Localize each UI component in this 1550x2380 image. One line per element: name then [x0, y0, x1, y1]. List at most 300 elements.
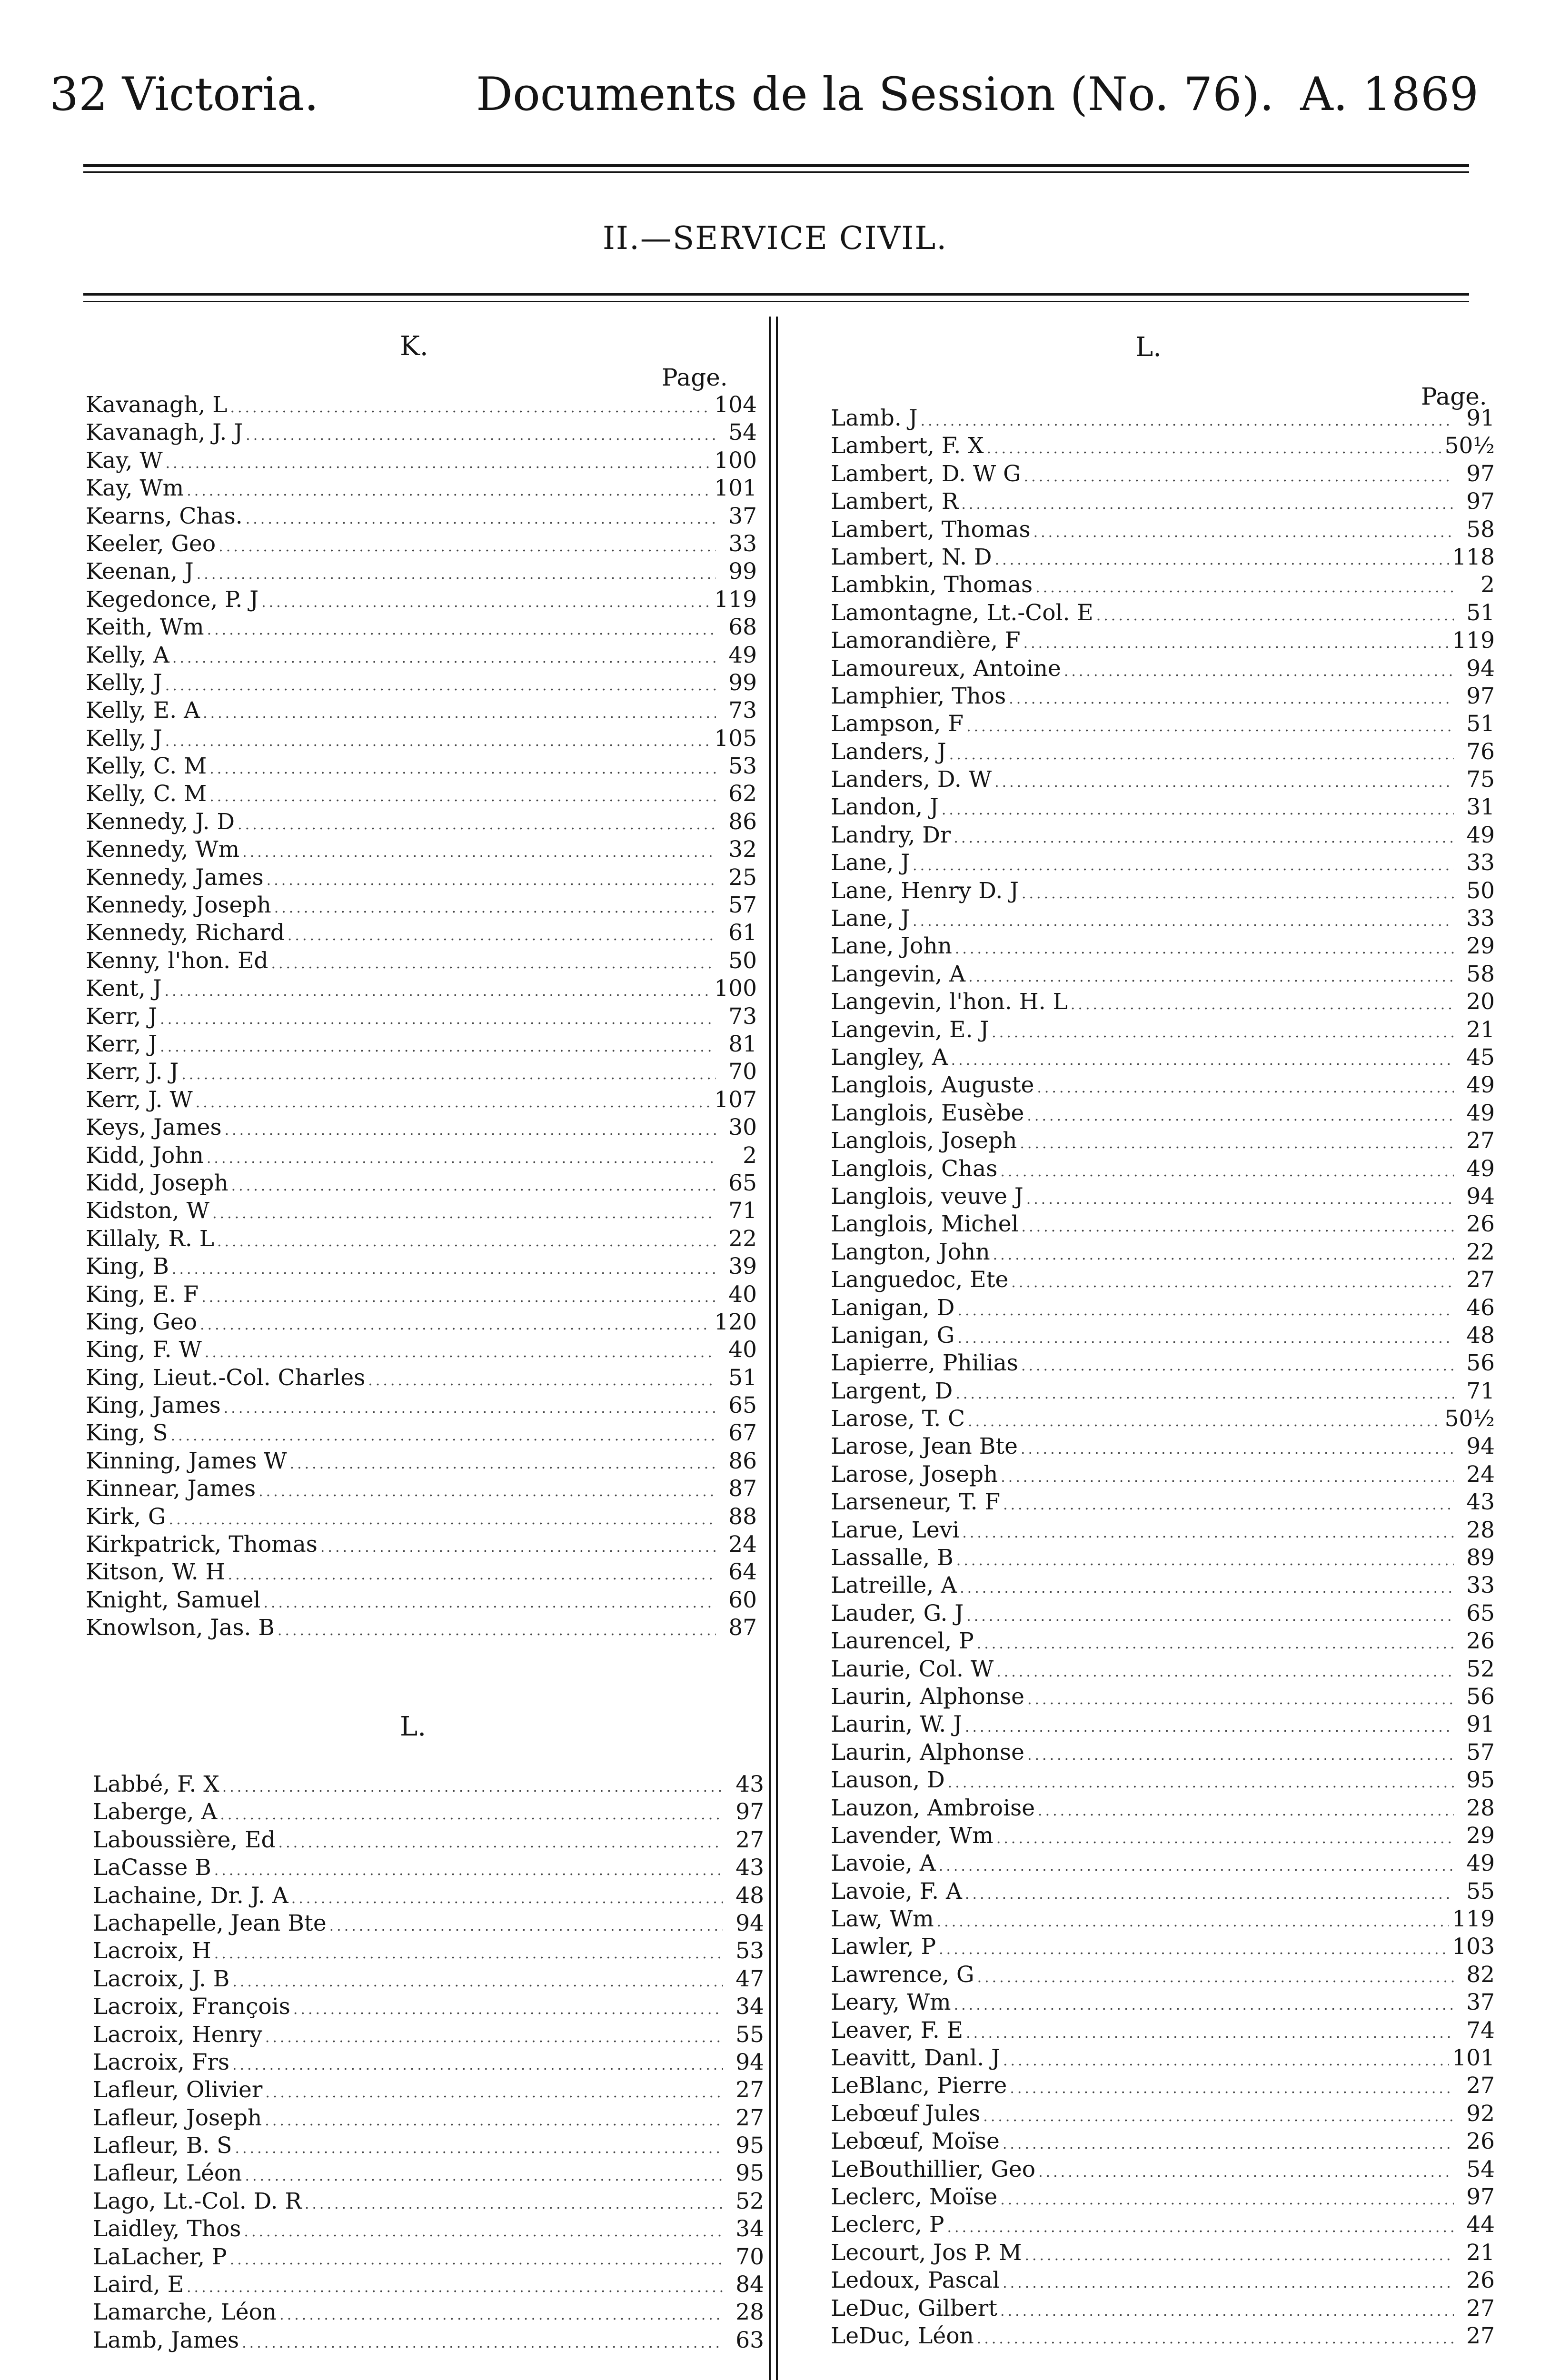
- index-entry: [831, 1266, 1495, 1294]
- entry-page-number: 43: [1466, 1489, 1495, 1516]
- entry-name: Laird, E: [93, 2271, 184, 2298]
- index-entry: [831, 1239, 1495, 1266]
- entry-name: Kent, J: [86, 975, 162, 1002]
- entry-page-number: 27: [1466, 1267, 1495, 1293]
- index-entry: [93, 2327, 764, 2354]
- section-title: II.—SERVICE CIVIL.: [602, 220, 948, 257]
- dot-leader: [1027, 1686, 1454, 1711]
- entry-name: Laurin, W. J: [831, 1711, 962, 1738]
- entry-name: Laberge, A: [93, 1799, 218, 1825]
- entry-name: Kerr, J: [86, 1003, 158, 1030]
- entry-name: Lambert, F. X: [831, 433, 984, 459]
- entry-name: Lane, Henry D. J: [831, 877, 1019, 904]
- index-entry: [831, 1739, 1495, 1766]
- dot-leader: [244, 2218, 723, 2243]
- index-entry: [86, 1197, 757, 1225]
- entry-page-number: 50½: [1444, 433, 1495, 459]
- index-entry: [831, 822, 1495, 849]
- entry-page-number: 65: [728, 1392, 757, 1419]
- dot-leader: [217, 1228, 716, 1253]
- dot-leader: [219, 533, 716, 558]
- dot-leader: [267, 867, 716, 892]
- entry-page-number: 120: [714, 1309, 757, 1335]
- index-entry: [831, 599, 1495, 627]
- entry-name: Largent, D: [831, 1378, 953, 1404]
- entry-page-number: 71: [1466, 1378, 1495, 1404]
- index-entry: [93, 2104, 764, 2132]
- entry-page-number: 86: [728, 808, 757, 835]
- dot-leader: [957, 1297, 1454, 1322]
- entry-name: Lambkin, Thomas: [831, 572, 1033, 598]
- dot-leader: [960, 1575, 1454, 1599]
- entry-name: Lebœuf Jules: [831, 2100, 981, 2127]
- dot-leader: [166, 450, 712, 475]
- entry-page-number: 97: [1466, 460, 1495, 487]
- entry-name: Lavender, Wm: [831, 1822, 994, 1849]
- entry-name: Lanigan, G: [831, 1322, 955, 1349]
- index-entry: [831, 1433, 1495, 1460]
- entry-name: Kay, W: [86, 447, 163, 474]
- dot-leader: [955, 935, 1454, 960]
- dot-leader: [956, 1547, 1454, 1572]
- index-entry: [831, 655, 1495, 683]
- entry-page-number: 97: [735, 1799, 764, 1825]
- dot-leader: [246, 422, 716, 446]
- dot-leader: [913, 908, 1454, 932]
- dot-leader: [196, 1089, 712, 1114]
- dot-leader: [261, 589, 711, 614]
- entry-page-number: 31: [1466, 794, 1495, 821]
- entry-name: King, S: [86, 1420, 168, 1447]
- entry-name: Langlois, Auguste: [831, 1072, 1034, 1099]
- entry-name: Languedoc, Ete: [831, 1267, 1009, 1293]
- entry-name: Kidston, W: [86, 1198, 209, 1224]
- index-entry: [831, 405, 1495, 432]
- dot-leader: [1020, 1130, 1454, 1155]
- entry-name: Ledoux, Pascal: [831, 2267, 1000, 2294]
- entry-page-number: 94: [1466, 655, 1495, 682]
- entry-page-number: 92: [1466, 2100, 1495, 2127]
- entry-name: Kennedy, J. D: [86, 808, 235, 835]
- entry-page-number: 51: [1466, 711, 1495, 737]
- index-entry: [93, 1993, 764, 2021]
- entry-page-number: 61: [728, 920, 757, 946]
- entry-page-number: 33: [1466, 905, 1495, 932]
- entry-page-number: 33: [728, 530, 757, 557]
- dot-leader: [225, 1117, 716, 1141]
- index-entry: [831, 1961, 1495, 1989]
- index-entry: [831, 1766, 1495, 1794]
- index-entry: [93, 2243, 764, 2271]
- entry-page-number: 52: [1466, 1656, 1495, 1682]
- entry-page-number: 27: [1466, 2295, 1495, 2321]
- entry-page-number: 27: [735, 2104, 764, 2131]
- dot-leader: [994, 769, 1454, 793]
- index-entry: [93, 2215, 764, 2243]
- index-entry: [831, 2322, 1495, 2350]
- entry-page-number: 49: [1466, 1850, 1495, 1877]
- dot-leader: [238, 811, 716, 836]
- dot-leader: [329, 1913, 723, 1937]
- index-entry: [86, 1475, 757, 1503]
- index-entry: [831, 1378, 1495, 1405]
- entry-name: Langlois, Joseph: [831, 1128, 1017, 1154]
- index-entry: [831, 2295, 1495, 2322]
- dot-leader: [966, 713, 1454, 738]
- entry-page-number: 30: [728, 1114, 757, 1141]
- index-entry: [831, 2128, 1495, 2155]
- dot-leader: [995, 546, 1450, 571]
- index-entry: [86, 586, 757, 614]
- index-entry: [86, 530, 757, 558]
- entry-name: Lamarche, Léon: [93, 2299, 277, 2326]
- entry-page-number: 20: [1466, 989, 1495, 1015]
- entry-page-number: 103: [1452, 1934, 1495, 1960]
- entry-page-number: 99: [728, 669, 757, 696]
- entry-name: Lacroix, François: [93, 1993, 290, 2020]
- entry-page-number: 89: [1466, 1545, 1495, 1571]
- entry-page-number: 75: [1466, 766, 1495, 793]
- index-entry: [831, 460, 1495, 488]
- entry-page-number: 88: [728, 1503, 757, 1530]
- entry-page-number: 33: [1466, 1572, 1495, 1599]
- index-entry: [86, 391, 757, 419]
- index-entry: [86, 1086, 757, 1114]
- index-entry: [831, 849, 1495, 877]
- page-label-right: Page.: [1421, 383, 1487, 410]
- dot-leader: [939, 1853, 1454, 1877]
- index-entry: [86, 753, 757, 780]
- dot-leader: [954, 1992, 1454, 2016]
- dot-leader: [977, 1964, 1454, 1989]
- index-entry: [831, 1322, 1495, 1349]
- entry-name: Lavoie, A: [831, 1850, 936, 1877]
- dot-leader: [1023, 630, 1450, 654]
- entry-name: Lafleur, B. S: [93, 2132, 232, 2159]
- entry-name: Lachapelle, Jean Bte: [93, 1910, 327, 1936]
- index-entry: [831, 432, 1495, 460]
- entry-page-number: 57: [728, 892, 757, 919]
- index-entry: [831, 1572, 1495, 1599]
- entry-page-number: 46: [1466, 1294, 1495, 1321]
- entry-name: Lecourt, Jos P. M: [831, 2239, 1022, 2266]
- dot-leader: [235, 2135, 723, 2160]
- entry-page-number: 73: [728, 697, 757, 724]
- dot-leader: [230, 394, 711, 419]
- entry-name: Killaly, R. L: [86, 1225, 214, 1252]
- entry-page-number: 50½: [1444, 1406, 1495, 1432]
- entry-page-number: 65: [728, 1170, 757, 1196]
- index-entry: [831, 683, 1495, 710]
- entry-name: Lacroix, H: [93, 1938, 211, 1964]
- dot-leader: [228, 1561, 716, 1586]
- entry-name: Lane, J: [831, 905, 910, 932]
- index-entry: [86, 1336, 757, 1364]
- dot-leader: [1000, 2298, 1454, 2322]
- dot-leader: [1037, 1074, 1454, 1099]
- index-entry: [93, 1798, 764, 1826]
- dot-leader: [951, 1047, 1454, 1071]
- index-entry: [86, 725, 757, 753]
- entry-page-number: 44: [1466, 2211, 1495, 2238]
- entry-page-number: 94: [1466, 1433, 1495, 1460]
- dot-leader: [1003, 2270, 1454, 2294]
- index-entry: [831, 2044, 1495, 2072]
- entry-name: LeDuc, Gilbert: [831, 2295, 998, 2321]
- entry-name: Lambert, D. W G: [831, 460, 1021, 487]
- entry-page-number: 67: [728, 1420, 757, 1447]
- entry-name: Laurencel, P: [831, 1628, 974, 1655]
- entry-page-number: 40: [728, 1337, 757, 1363]
- entry-page-number: 53: [735, 1938, 764, 1964]
- dot-leader: [265, 2079, 723, 2104]
- entry-name: Knight, Samuel: [86, 1587, 261, 1613]
- index-entry: [831, 1933, 1495, 1961]
- entry-page-number: 105: [714, 725, 757, 752]
- index-list-k: [86, 391, 757, 1642]
- dot-leader: [172, 645, 716, 669]
- entry-page-number: 50: [728, 947, 757, 974]
- dot-leader: [968, 963, 1454, 988]
- index-entry: [831, 1294, 1495, 1322]
- dot-leader: [265, 2107, 723, 2132]
- index-entry: [93, 2021, 764, 2049]
- entry-name: Lamb, James: [93, 2327, 239, 2353]
- entry-name: Kennedy, Wm: [86, 836, 240, 863]
- index-entry: [831, 1155, 1495, 1183]
- dot-leader: [993, 1241, 1454, 1266]
- index-entry: [831, 1544, 1495, 1572]
- header-left: 32 Victoria.: [50, 68, 319, 121]
- dot-leader: [220, 1801, 723, 1826]
- index-entry: [831, 1627, 1495, 1655]
- dot-leader: [222, 1774, 723, 1798]
- dot-leader: [230, 2246, 723, 2271]
- dot-leader: [968, 1408, 1442, 1433]
- dot-leader: [996, 1658, 1454, 1683]
- dot-leader: [200, 1311, 711, 1336]
- entry-page-number: 87: [728, 1615, 757, 1641]
- index-entry: [86, 864, 757, 892]
- entry-name: Lauson, D: [831, 1767, 945, 1794]
- index-entry: [86, 1448, 757, 1475]
- entry-page-number: 62: [728, 781, 757, 807]
- entry-page-number: 95: [735, 2132, 764, 2159]
- index-entry: [86, 1419, 757, 1447]
- dot-leader: [265, 2024, 723, 2049]
- index-entry: [831, 488, 1495, 516]
- entry-name: Larose, Joseph: [831, 1461, 998, 1488]
- index-entry: [86, 1170, 757, 1197]
- entry-name: Lafleur, Léon: [93, 2160, 242, 2187]
- entry-name: Langevin, l'hon. H. L: [831, 989, 1068, 1015]
- index-entry: [86, 614, 757, 641]
- entry-name: Larose, T. C: [831, 1406, 965, 1432]
- entry-page-number: 65: [1466, 1600, 1495, 1626]
- dot-leader: [948, 1769, 1454, 1794]
- dot-leader: [181, 1061, 716, 1086]
- entry-name: Larue, Levi: [831, 1517, 960, 1543]
- index-entry: [86, 836, 757, 863]
- entry-page-number: 101: [1452, 2045, 1495, 2072]
- dot-leader: [987, 435, 1442, 460]
- dot-leader: [966, 2020, 1454, 2044]
- dot-leader: [954, 824, 1454, 849]
- index-entry: [831, 1071, 1495, 1099]
- entry-name: Lanigan, D: [831, 1294, 955, 1321]
- section-letter-l-right: L.: [1135, 332, 1162, 363]
- dot-leader: [1022, 1213, 1454, 1238]
- entry-name: Keeler, Geo: [86, 530, 216, 557]
- entry-name: King, E. F: [86, 1281, 199, 1308]
- entry-page-number: 63: [735, 2327, 764, 2353]
- entry-page-number: 118: [1452, 544, 1495, 570]
- index-entry: [831, 544, 1495, 571]
- dot-leader: [187, 477, 711, 502]
- index-entry: [86, 1587, 757, 1614]
- index-entry: [86, 642, 757, 669]
- index-entry: [86, 808, 757, 836]
- entry-page-number: 52: [735, 2188, 764, 2214]
- entry-name: LaLacher, P: [93, 2243, 227, 2270]
- index-entry: [86, 1503, 757, 1531]
- dot-leader: [160, 1033, 716, 1058]
- entry-page-number: 99: [728, 558, 757, 585]
- entry-page-number: 54: [1466, 2156, 1495, 2182]
- entry-page-number: 37: [1466, 1989, 1495, 2016]
- entry-name: King, Geo: [86, 1309, 198, 1335]
- index-entry: [831, 710, 1495, 738]
- index-entry: [86, 1031, 757, 1058]
- entry-name: Langlois, Michel: [831, 1211, 1019, 1238]
- entry-page-number: 48: [735, 1882, 764, 1909]
- entry-name: Lawrence, G: [831, 1961, 974, 1988]
- entry-page-number: 24: [1466, 1461, 1495, 1488]
- dot-leader: [187, 2274, 723, 2299]
- entry-page-number: 82: [1466, 1961, 1495, 1988]
- dot-leader: [1003, 1491, 1454, 1516]
- entry-page-number: 54: [728, 419, 757, 446]
- index-entry: [831, 1989, 1495, 2016]
- index-entry: [831, 1878, 1495, 1905]
- entry-name: Lauzon, Ambroise: [831, 1795, 1035, 1821]
- entry-name: Landon, J: [831, 794, 939, 821]
- entry-name: Langlois, veuve J: [831, 1183, 1023, 1210]
- dot-leader: [214, 1857, 723, 1882]
- index-entry: [93, 1937, 764, 1965]
- entry-page-number: 48: [1466, 1322, 1495, 1349]
- index-entry: [86, 975, 757, 1002]
- entry-page-number: 87: [728, 1476, 757, 1502]
- entry-name: Lampson, F: [831, 711, 964, 737]
- index-entry: [93, 1882, 764, 1910]
- section-letter-k: K.: [400, 331, 428, 362]
- dot-leader: [996, 1825, 1454, 1850]
- dot-leader: [955, 1380, 1454, 1405]
- index-entry: [831, 1905, 1495, 1933]
- header-rule-thick: [83, 164, 1469, 167]
- index-entry: [86, 475, 757, 502]
- entry-page-number: 49: [1466, 822, 1495, 848]
- entry-page-number: 56: [1466, 1683, 1495, 1710]
- index-entry: [86, 1614, 757, 1642]
- entry-name: Kerr, J. W: [86, 1086, 193, 1113]
- index-entry: [86, 697, 757, 724]
- entry-page-number: 64: [728, 1559, 757, 1586]
- index-entry: [831, 1822, 1495, 1850]
- index-entry: [831, 988, 1495, 1016]
- index-entry: [86, 1558, 757, 1586]
- entry-page-number: 34: [735, 2216, 764, 2242]
- entry-page-number: 27: [735, 1826, 764, 1853]
- entry-name: Lacroix, Henry: [93, 2021, 262, 2048]
- index-entry: [86, 1225, 757, 1253]
- entry-name: Kirkpatrick, Thomas: [86, 1531, 318, 1558]
- page-label-left: Page.: [662, 364, 728, 391]
- index-entry: [86, 1309, 757, 1336]
- dot-leader: [1003, 2047, 1449, 2072]
- entry-page-number: 26: [1466, 2128, 1495, 2155]
- entry-name: Leavitt, Danl. J: [831, 2045, 1001, 2072]
- entry-page-number: 68: [728, 614, 757, 641]
- entry-page-number: 97: [1466, 488, 1495, 515]
- entry-name: Lambert, R: [831, 488, 959, 515]
- dot-leader: [949, 741, 1454, 766]
- entry-name: Leclerc, Moïse: [831, 2184, 998, 2210]
- index-entry: [86, 919, 757, 947]
- entry-page-number: 91: [1466, 405, 1495, 431]
- entry-name: Lamontagne, Lt.-Col. E: [831, 599, 1093, 626]
- entry-name: Kitson, W. H: [86, 1559, 225, 1586]
- index-entry: [831, 1488, 1495, 1516]
- entry-name: Lane, John: [831, 933, 952, 960]
- dot-leader: [966, 1603, 1454, 1627]
- index-entry: [831, 1016, 1495, 1044]
- entry-name: Latreille, A: [831, 1572, 957, 1599]
- entry-page-number: 74: [1466, 2017, 1495, 2043]
- entry-page-number: 55: [1466, 1878, 1495, 1904]
- dot-leader: [1096, 602, 1454, 627]
- dot-leader: [1038, 1797, 1454, 1822]
- dot-leader: [1024, 2242, 1454, 2267]
- section-rule-thin: [83, 301, 1469, 302]
- dot-leader: [1064, 658, 1454, 683]
- entry-name: Knowlson, Jas. B: [86, 1615, 275, 1641]
- entry-page-number: 28: [735, 2299, 764, 2326]
- entry-name: Lacroix, J. B: [93, 1965, 230, 1992]
- dot-leader: [203, 700, 716, 724]
- entry-page-number: 81: [728, 1031, 757, 1057]
- index-entry: [831, 627, 1495, 654]
- entry-page-number: 119: [1452, 1906, 1495, 1933]
- entry-name: Lamphier, Thos: [831, 683, 1006, 709]
- entry-name: Lebœuf, Moïse: [831, 2128, 1000, 2155]
- dot-leader: [274, 894, 716, 919]
- dot-leader: [231, 1172, 716, 1197]
- dot-leader: [207, 616, 716, 641]
- index-entry: [831, 2239, 1495, 2267]
- entry-name: Leaver, F. E: [831, 2017, 964, 2043]
- dot-leader: [291, 1885, 723, 1910]
- index-entry: [93, 1965, 764, 1993]
- dot-leader: [983, 2103, 1454, 2128]
- entry-name: LeBlanc, Pierre: [831, 2073, 1007, 2099]
- entry-name: LeDuc, Léon: [831, 2322, 974, 2349]
- dot-leader: [165, 672, 716, 697]
- column-divider-right: [776, 317, 778, 2380]
- index-entry: [93, 2299, 764, 2326]
- column-divider-left: [769, 317, 771, 2380]
